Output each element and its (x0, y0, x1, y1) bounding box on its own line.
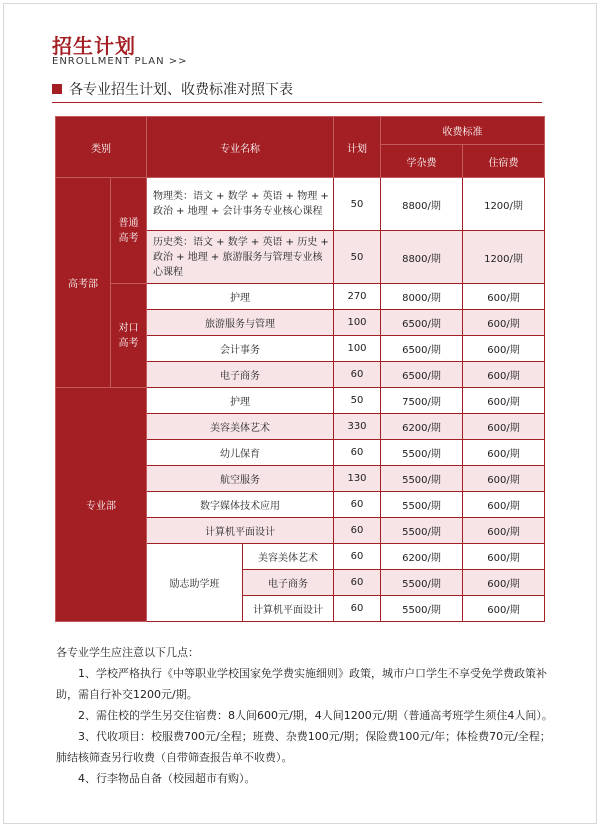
accommodation-cell: 600/期 (463, 596, 545, 622)
note-item-3: 3、代收项目：校服费700元/全程；班费、杂费100元/期；保险费100元/年；体检费70元/全程；肺结核筛查另行收费（自带筛查报告单不收费）。 (56, 730, 551, 764)
plan-cell: 60 (334, 544, 381, 570)
major-cell: 美容美体艺术 (243, 544, 334, 570)
plan-cell: 60 (334, 596, 381, 622)
group-lizhi: 励志助学班 (147, 544, 243, 622)
header-fee-standard: 收费标准 (381, 117, 545, 145)
major-cell: 会计事务 (147, 336, 334, 362)
plan-cell: 60 (334, 362, 381, 388)
accommodation-cell: 600/期 (463, 570, 545, 596)
tuition-cell: 8000/期 (381, 284, 463, 310)
tuition-cell: 8800/期 (381, 231, 463, 284)
plan-cell: 100 (334, 310, 381, 336)
accommodation-cell: 600/期 (463, 310, 545, 336)
notes-section (56, 642, 556, 789)
page-subtitle: ENROLLMENT PLAN >> (52, 56, 188, 67)
major-cell: 幼儿保育 (147, 440, 334, 466)
plan-cell: 50 (334, 178, 381, 231)
note-item-4: 4、行李物品自备（校园超市有购）。 (78, 772, 256, 785)
header-accommodation: 住宿费 (463, 145, 545, 178)
group-putong: 普通 高考 (111, 178, 147, 284)
tuition-cell: 5500/期 (381, 492, 463, 518)
tuition-cell: 5500/期 (381, 466, 463, 492)
accommodation-cell: 600/期 (463, 284, 545, 310)
header-category: 类别 (56, 117, 147, 178)
group-gaokao: 高考部 (56, 178, 111, 388)
major-cell: 护理 (147, 284, 334, 310)
tuition-cell: 5500/期 (381, 570, 463, 596)
plan-cell: 330 (334, 414, 381, 440)
accommodation-cell: 600/期 (463, 362, 545, 388)
plan-cell: 60 (334, 440, 381, 466)
accommodation-cell: 600/期 (463, 466, 545, 492)
notes-intro: 各专业学生应注意以下几点： (56, 646, 199, 659)
plan-cell: 60 (334, 570, 381, 596)
group-zhuanye: 专业部 (56, 388, 147, 622)
header-tuition: 学杂费 (381, 145, 463, 178)
tuition-cell: 5500/期 (381, 596, 463, 622)
accommodation-cell: 600/期 (463, 336, 545, 362)
group-duikou: 对口 高考 (111, 284, 147, 388)
square-bullet-icon (52, 84, 62, 94)
plan-cell: 60 (334, 492, 381, 518)
table-row (56, 178, 545, 231)
section-bar (52, 78, 542, 103)
accommodation-cell: 1200/期 (463, 231, 545, 284)
plan-cell: 50 (334, 388, 381, 414)
plan-cell: 130 (334, 466, 381, 492)
accommodation-cell: 600/期 (463, 544, 545, 570)
tuition-cell: 7500/期 (381, 388, 463, 414)
note-item-2: 2、需住校的学生另交住宿费：8人间600元/期，4人间1200元/期（普通高考班学生须住4人间）。 (78, 709, 553, 722)
table-row (56, 284, 545, 310)
major-cell: 电子商务 (147, 362, 334, 388)
major-cell: 计算机平面设计 (243, 596, 334, 622)
tuition-cell: 6500/期 (381, 336, 463, 362)
tuition-cell: 8800/期 (381, 178, 463, 231)
table-row (56, 388, 545, 414)
accommodation-cell: 600/期 (463, 492, 545, 518)
plan-cell: 50 (334, 231, 381, 284)
accommodation-cell: 600/期 (463, 388, 545, 414)
major-cell: 计算机平面设计 (147, 518, 334, 544)
major-cell: 电子商务 (243, 570, 334, 596)
tuition-cell: 6500/期 (381, 362, 463, 388)
tuition-cell: 6500/期 (381, 310, 463, 336)
accommodation-cell: 600/期 (463, 414, 545, 440)
header-major: 专业名称 (147, 117, 334, 178)
enrollment-table (55, 116, 545, 622)
accommodation-cell: 1200/期 (463, 178, 545, 231)
plan-cell: 100 (334, 336, 381, 362)
major-cell: 历史类：语文 + 数学 + 英语 + 历史 + 政治 + 地理 + 旅游服务与管理专业核心课程 (147, 231, 334, 284)
section-heading: 各专业招生计划、收费标准对照下表 (69, 82, 293, 98)
plan-cell: 270 (334, 284, 381, 310)
major-cell: 航空服务 (147, 466, 334, 492)
major-cell: 旅游服务与管理 (147, 310, 334, 336)
accommodation-cell: 600/期 (463, 440, 545, 466)
tuition-cell: 6200/期 (381, 544, 463, 570)
major-cell: 物理类：语文 + 数学 + 英语 + 物理 + 政治 + 地理 + 会计事务专业核心课程 (147, 178, 334, 231)
page-title: 招生计划 (52, 34, 136, 58)
major-cell: 数字媒体技术应用 (147, 492, 334, 518)
accommodation-cell: 600/期 (463, 518, 545, 544)
plan-cell: 60 (334, 518, 381, 544)
tuition-cell: 5500/期 (381, 518, 463, 544)
note-item-1: 1、学校严格执行《中等职业学校国家免学费实施细则》政策，城市户口学生不享受免学费政策补助，需自行补交1200元/期。 (56, 667, 547, 701)
major-cell: 护理 (147, 388, 334, 414)
tuition-cell: 5500/期 (381, 440, 463, 466)
tuition-cell: 6200/期 (381, 414, 463, 440)
major-cell: 美容美体艺术 (147, 414, 334, 440)
header-plan: 计划 (334, 117, 381, 178)
